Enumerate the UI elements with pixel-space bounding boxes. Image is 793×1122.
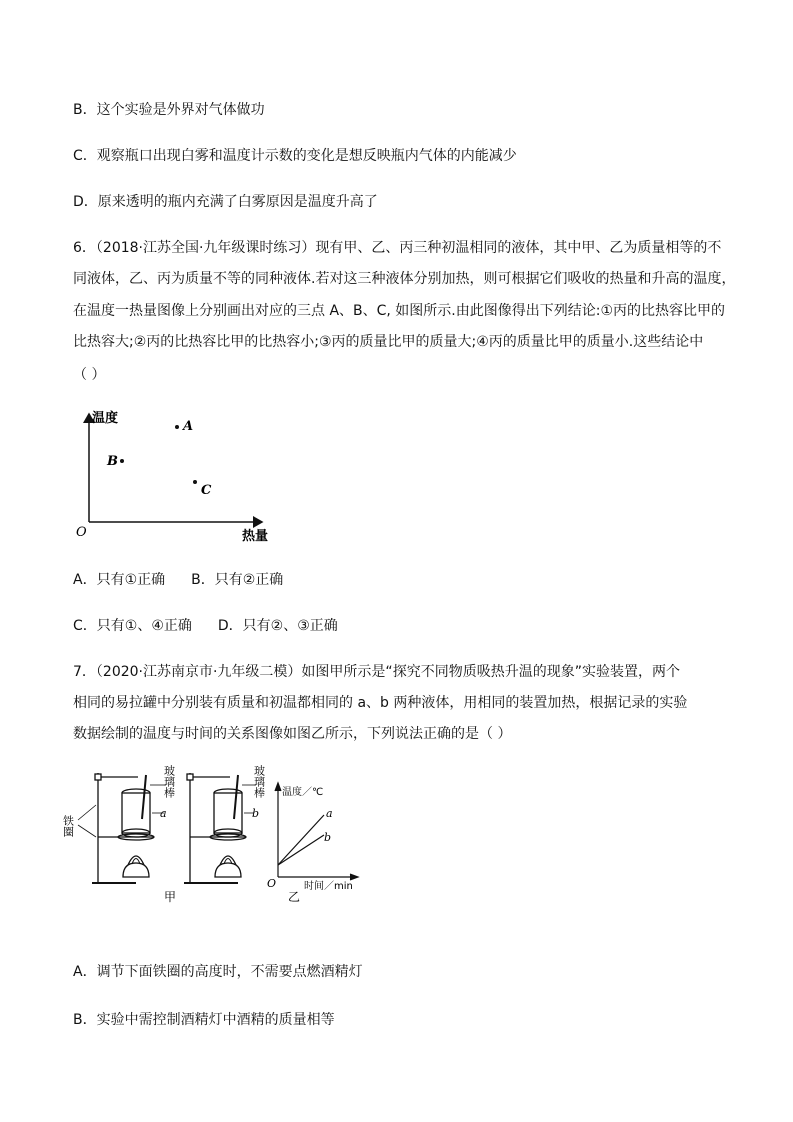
q7-apparatus-left (92, 773, 166, 883)
q6-option-a: A．只有①正确 (73, 572, 166, 588)
q6-stem-line-1: 6．（2018·江苏全国·九年级课时练习）现有甲、乙、丙三种初温相同的液体，其中甲、乙为质量相等的不 (73, 240, 722, 256)
q6-x-label: 热量 (242, 529, 269, 544)
q6-stem-line-2: 同液体，乙、丙为质量不等的同种液体.若对这三种液体分别加热，则可根据它们吸收的热量和升高的温度， (73, 271, 736, 287)
q7-caption-yi: 乙 (288, 890, 301, 904)
q7-graph-line-a-label: a (326, 807, 333, 820)
q6-point-a (175, 425, 179, 429)
q7-option-b: B．实验中需控制酒精灯中酒精的质量相等 (73, 1012, 335, 1028)
q5-option-b: B．这个实验是外界对气体做功 (73, 102, 265, 118)
q7-liquid-b-label: b (252, 807, 260, 820)
q7-apparatus-figure (61, 765, 368, 910)
q5-option-c: C．观察瓶口出现白雾和温度计示数的变化是想反映瓶内气体的内能减少 (73, 148, 517, 164)
q6-point-c (193, 480, 197, 484)
q6-answer-blank: （ ） (73, 367, 106, 383)
q6-label-b: B (107, 454, 118, 469)
q7-caption-jia: 甲 (164, 890, 177, 904)
q5-option-d: D．原来透明的瓶内充满了白雾原因是温度升高了 (73, 194, 378, 210)
q7-liquid-a-label: a (160, 807, 167, 820)
q7-graph-xlabel: 时间／min (304, 881, 353, 892)
q6-option-d: D．只有②、③正确 (217, 618, 338, 634)
q7-ring-label: 铁圈 (61, 815, 75, 837)
q7-graph-ylabel: 温度／℃ (282, 787, 324, 798)
q6-option-c: C．只有①、④正确 (73, 618, 192, 634)
q7-stem-line-3: 数据绘制的温度与时间的关系图像如图乙所示，下列说法正确的是（ ） (73, 726, 512, 742)
q7-stem-line-1: 7．（2020·江苏南京市·九年级二模）如图甲所示是“探究不同物质吸热升温的现象”实验装置，两个 (73, 664, 680, 680)
q7-rod-label-left: 玻璃棒 (162, 765, 176, 798)
q6-option-b: B．只有②正确 (191, 572, 284, 588)
q7-option-a: A．调节下面铁圈的高度时，不需要点燃酒精灯 (73, 964, 363, 980)
q6-temperature-heat-graph (70, 402, 290, 547)
q7-rod-label-right: 玻璃棒 (252, 765, 266, 798)
q7-apparatus-right (184, 773, 256, 883)
q6-stem-line-4: 比热容大;②丙的比热容比甲的比热容小;③丙的质量比甲的质量大;④丙的质量比甲的质量小.这些结论中 (73, 334, 704, 350)
q6-options-row-1 (73, 571, 283, 589)
q7-graph-line-b-label: b (324, 831, 332, 844)
q7-graph-origin: O (267, 877, 277, 890)
q7-ring-leader-lines (78, 805, 96, 837)
q6-stem-line-3: 在温度一热量图像上分别画出对应的三点 A、B、C, 如图所示.由此图像得出下列结论:①丙的比热容比甲的 (73, 303, 726, 319)
q6-options-row-2 (73, 617, 338, 635)
q6-label-c: C (201, 483, 212, 498)
q6-origin: O (76, 525, 87, 540)
q6-y-label: 温度 (92, 411, 119, 426)
q6-label-a: A (183, 419, 194, 434)
q7-stem-line-2: 相同的易拉罐中分别装有质量和初温都相同的 a、b 两种液体，用相同的装置加热，根据记录的实验 (73, 695, 688, 711)
q6-point-b (120, 459, 124, 463)
